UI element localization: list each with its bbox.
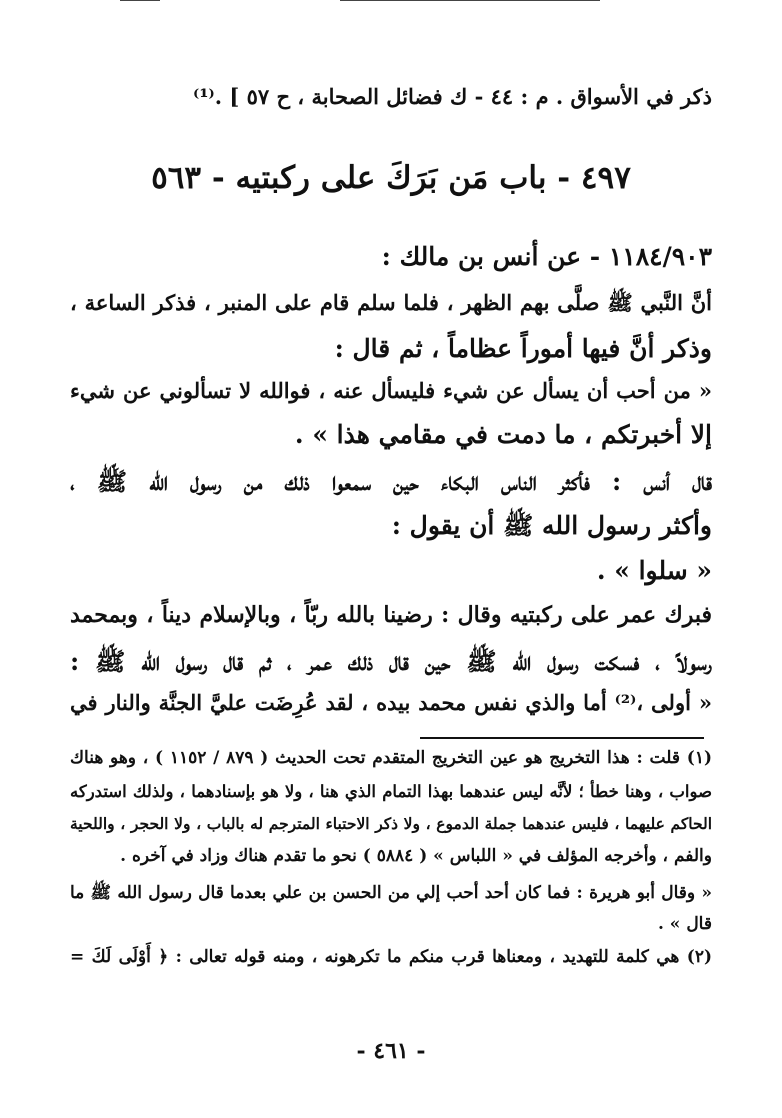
body-line: وذكر أنَّ فيها أموراً عظاماً ، ثم قال :: [334, 334, 712, 363]
body-line: وأكثر رسول الله ﷺ أن يقول :: [391, 511, 712, 540]
top-rule-right: [340, 0, 600, 1]
footnote-line: الحاكم عليهما ، فليس عندهما جملة الدموع ، ولا ذكر الاحتباء المترجم له بالباب ، ولا الحجر ، واللحية: [70, 814, 712, 833]
top-note: ذكر في الأسواق . م : ٤٤ - ك فضائل الصحابة ، ح ٥٧ ] .⁽¹⁾: [193, 84, 712, 109]
body-line: فبرك عمر على ركبتيه وقال : رضينا بالله ربّاً ، وبالإسلام ديناً ، وبمحمد: [70, 602, 712, 628]
body-line: إلا أخبرتكم ، ما دمت في مقامي هذا » .: [294, 420, 712, 449]
chapter-heading: ٤٩٧ - باب مَن بَرَكَ على ركبتيه - ٥٦٣: [151, 160, 631, 196]
body-line: « أولى ،⁽²⁾ أما والذي نفس محمد بيده ، لقد عُرِضَت عليَّ الجنَّة والنار في: [70, 690, 712, 715]
body-line: « سلوا » .: [596, 556, 712, 585]
footnote-line: « وقال أبو هريرة : فما كان أحد أحب إلي من الحسن بن علي بعدما قال رسول الله ﷺ ما: [70, 883, 712, 903]
body-line: رسولاً ، فسكت رسول الله ﷺ حين قال ذلك عمر ، ثم قال رسول الله ﷺ :: [70, 647, 712, 676]
footnote-line: (٢) هي كلمة للتهديد ، ومعناها قرب منكم ما تكرهونه ، ومنه قوله تعالى : ﴿ أَوْلَى لَكَ =: [70, 947, 712, 967]
body-line: ١١٨٤/٩٠٣ - عن أنس بن مالك :: [381, 242, 712, 271]
footnote-line: (١) قلت : هذا التخريج هو عين التخريج المتقدم تحت الحديث ( ٨٧٩ / ١١٥٢ ) ، وهو هناك: [70, 748, 713, 768]
footnote-line: والفم ، وأخرجه المؤلف في « اللباس » ( ٥٨٨٤ ) نحو ما تقدم هناك وزاد في آخره .: [120, 846, 712, 866]
footnote-separator: [420, 737, 704, 739]
page-number: - ٤٦١ -: [356, 1038, 426, 1064]
body-line: « من أحب أن يسأل عن شيء فليسأل عنه ، فوالله لا تسألوني عن شيء: [70, 378, 712, 403]
top-rule-left: [120, 0, 160, 1]
footnote-line: صواب ، وهنا خطأ ؛ لأنَّه ليس عندهما بهذا التمام الذي هنا ، ولا هو بإسنادهما ، ولذلك استدركه: [70, 782, 712, 801]
footnote-line: قال » .: [657, 914, 712, 934]
body-line: أنَّ النَّبي ﷺ صلَّى بهم الظهر ، فلما سلم قام على المنبر ، فذكر الساعة ،: [70, 290, 712, 315]
body-line: قال أنس : فأكثر الناس البكاء حين سمعوا ذلك من رسول الله ﷺ ،: [70, 467, 712, 496]
top-border-rules: [120, 0, 680, 10]
